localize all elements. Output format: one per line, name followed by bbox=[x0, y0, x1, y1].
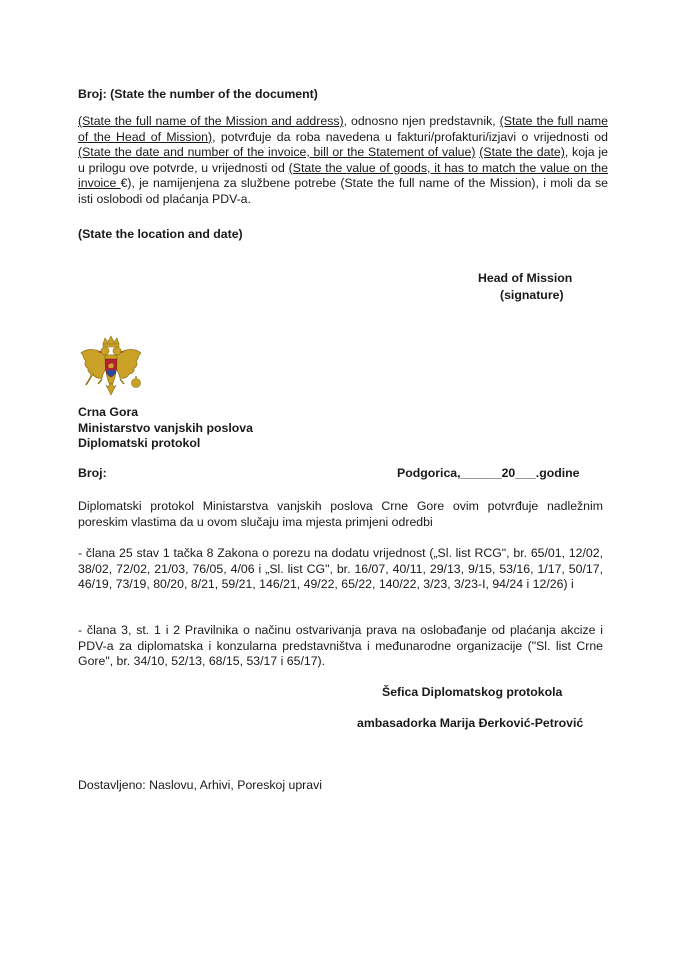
location-date-line: (State the location and date) bbox=[78, 227, 243, 241]
placeholder-value: (State the value of goods, it has to match the value on the invoice bbox=[78, 160, 608, 190]
placeholder-head-name: (State the full name of the Head of Mission) bbox=[78, 114, 608, 144]
signature-label: (signature) bbox=[500, 288, 564, 302]
document-number-line: Broj: (State the number of the document) bbox=[78, 87, 318, 101]
letterhead-ministry: Ministarstvo vanjskih poslova bbox=[78, 421, 253, 435]
paragraph-text: , koja je u prilogu ove potvrde, u vrijednosti od bbox=[78, 145, 608, 175]
podgorica-date-line: Podgorica,______20___.godine bbox=[397, 466, 580, 480]
clause-rulebook: - člana 3, st. 1 i 2 Pravilnika o načinu ostvarivanja prava na oslobađanje od plaćanja akcize i PDV-a za diplomatska i konzularna predstavništva i međunarodne organizacije ("Sl. list Crne Gore", br. 34/10, 52/13, 68/15, 53/17 i 65/17). bbox=[78, 623, 603, 668]
paragraph-text: €), je namijenjena za službene potrebe (State the full name of the Mission), i moli da se isti oslobodi od plaćanja PDV-a. bbox=[78, 176, 608, 206]
paragraph-text: , odnosno njen predstavnik, bbox=[343, 114, 500, 128]
clause-vat-law: - člana 25 stav 1 tačka 8 Zakona o porezu na dodatu vrijednost („Sl. list RCG", br. 65/01, 12/02, 38/02, 72/02, 21/03, 76/05, 4/06 i „Sl. list CG", br. 16/07, 40/11, 29/13, 9/15, 53/16, 1/17, 50/17, 46/19, 73/19, 80/20, 8/21, 59/21, 146/21, 49/22, 65/22, 140/22, 3/23, 3/23-I, 94/24 i 12/26) i bbox=[78, 546, 603, 591]
paragraph-text: , potvrđuje da roba navedena u fakturi/profakturi/izjavi o vrijednosti od bbox=[212, 129, 608, 144]
confirmation-paragraph bbox=[78, 114, 608, 207]
montenegro-coat-of-arms-icon bbox=[78, 335, 144, 401]
head-of-mission-label: Head of Mission bbox=[478, 271, 573, 285]
protocol-confirmation-text: Diplomatski protokol Ministarstva vanjskih poslova Crne Gore ovim potvrđuje nadležnim poreskim vlastima da u ovom slučaju ima mjesta primjeni odredbi bbox=[78, 499, 603, 529]
placeholder-mission-name: (State the full name of the Mission and address) bbox=[78, 114, 344, 128]
broj-label: Broj: bbox=[78, 466, 107, 480]
placeholder-date: (State the date) bbox=[479, 145, 565, 159]
delivered-to-line: Dostavljeno: Naslovu, Arhivi, Poreskoj upravi bbox=[78, 778, 322, 792]
chief-of-protocol-name: ambasadorka Marija Đerković-Petrović bbox=[357, 716, 584, 730]
placeholder-invoice: (State the date and number of the invoice, bill or the Statement of value) bbox=[78, 145, 476, 159]
chief-of-protocol-title: Šefica Diplomatskog protokola bbox=[382, 685, 563, 699]
letterhead-country: Crna Gora bbox=[78, 405, 139, 419]
letterhead-department: Diplomatski protokol bbox=[78, 436, 201, 450]
